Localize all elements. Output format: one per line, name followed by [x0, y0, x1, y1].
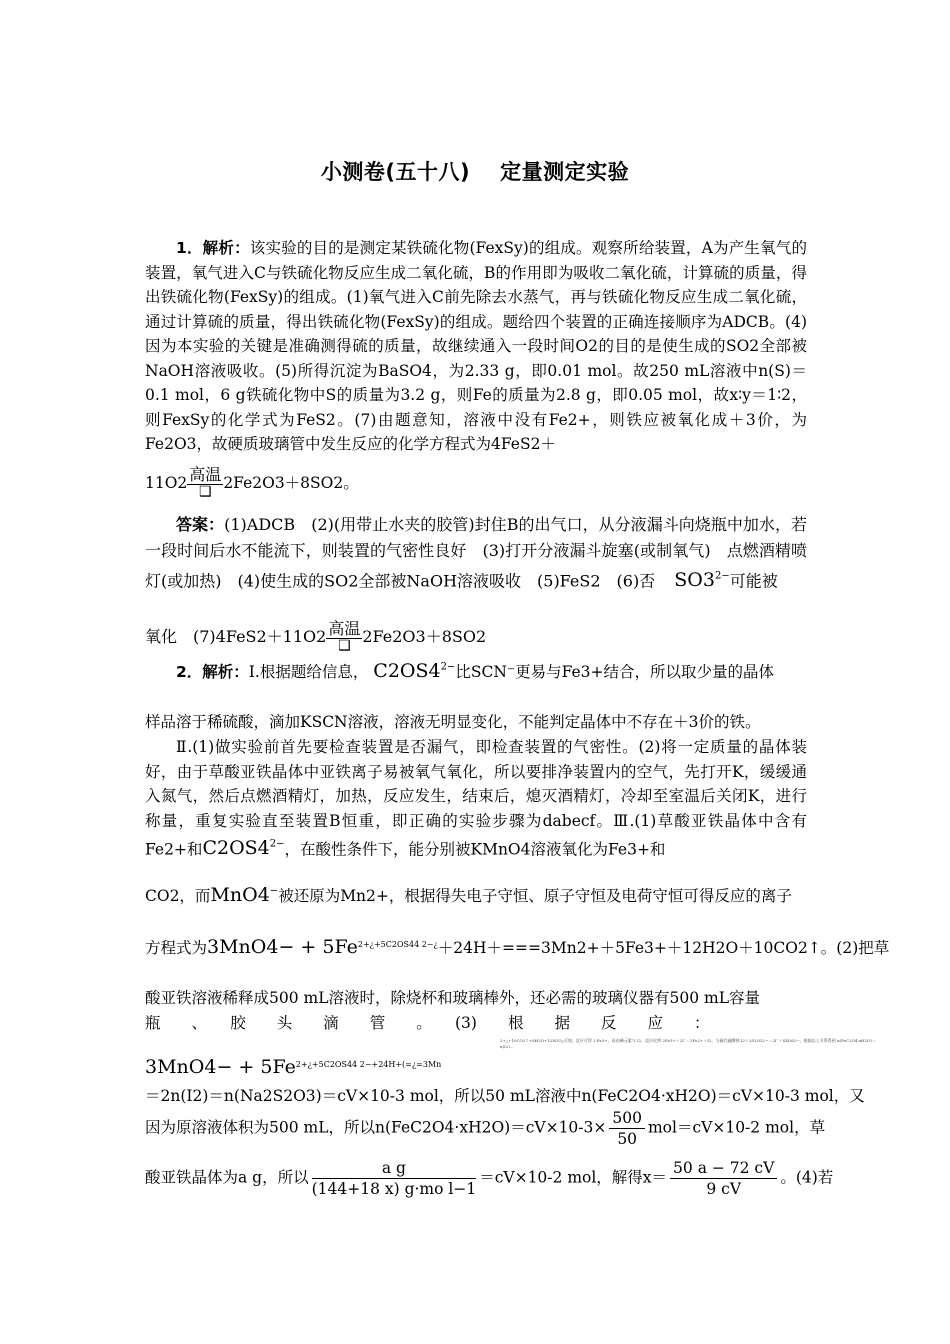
fraction-x: $\frac{50 a - 72 cV}{9 cV}$ — [670, 1158, 777, 1199]
q2-line2: 样品溶于稀硫酸，滴加KSCN溶液，溶液无明显变化，不能判定晶体中不存在＋3价的铁。 — [145, 713, 761, 731]
permanganate-ion: MnO4− — [210, 884, 279, 906]
page-title: 小测卷(五十八) 定量测定实验 — [320, 160, 630, 184]
q2-line-moles: ＝2n(I2)＝n(Na2S2O3)＝cV×10-3 mol，所以50 mL溶液中n(FeC2O4·xH2O)＝cV×10-3 mol，又 — [145, 1087, 865, 1105]
so3-ion: $SO3^{2-}$ — [674, 569, 730, 592]
oxalate-ion: $C2OS4^{2-}$ — [373, 660, 456, 682]
oxalate-ion-2: $C2OS4^{2-}$ — [202, 837, 285, 860]
fraction-mass: $\frac{\text{a g}}{\text{(144+18 x) g·mo l−1}}$ — [311, 1159, 477, 1198]
fraction-500-50: $\frac{500}{50}$ — [609, 1108, 645, 1149]
overflow-tiny-text: 2+¿+10CO2↑+8H2O+12H2O¿可知，反应可得 2 Fe3+，再由碘元素与 I2，反应比例 2Fe3+＋2I⁻＝2Fe2+＋I2，与硫代硫酸钠 I2＋2S2O32−＝2I⁻＋S4O62−，根据以上关系得到 n(FeC2O4·xH2O)＝n(I2)… — [500, 1038, 876, 1049]
q2-eq2: $3MnO4- + 5Fe^{2+¿+5C2OS44 2-+24H+(=¿=3Mn}$ — [145, 1056, 442, 1078]
q2-line-co2: CO2，而MnO4−被还原为Mn2+，根据得失电子守恒、原子守恒及电荷守恒可得反应的离子 — [145, 884, 792, 906]
q1-answer-line2: 氧化 (7)4FeS2＋11O2 高温 ❑ 2Fe2O3＋8SO2 — [145, 619, 487, 654]
reaction-condition-2: 高温 ❑ — [328, 619, 361, 654]
q1-analysis: 1．解析：该实验的目的是测定某铁硫化物(FexSy)的组成。观察所给装置，A为产生氧气的装置，氧气进入C与铁硫化物反应生成二氧化硫，B的作用即为吸收二氧化硫，计算硫的质量，得出铁硫化物(FexSy)的组成。(1)氧气进入C前先除去水蒸气，再与铁硫化物反应生成二氧化硫，通过计算硫的质量，得出铁硫化物(FexSy)的组成。题给四个装置的正确连接顺序为ADCB。(4)因为本实验的关键是准确测得硫的质量，故继续通入一段时间O2的目的是使生成的SO2全部被NaOH溶液吸收。(5)所得沉淀为BaSO4，为2.33 g，即0.01 mol。故250 mL溶液中n(S)＝0.1 mol，6 g铁硫化物中S的质量为3.2 g，则Fe的质量为2.8 g，即0.05 mol，故x∶y＝1∶2，则FexSy的化学式为FeS2。(7)由题意知，溶液中没有Fe2+，则铁应被氧化成＋3价，为Fe2O3，故硬质玻璃管中发生反应的化学方程式为4FeS2＋ — [145, 239, 807, 453]
q2-line1: 2．解析：Ⅰ.根据题给信息， $C2OS4^{2-}$比SCN⁻更易与Fe3+结合，所以取少量的晶体 — [176, 660, 775, 682]
reaction-condition: 高温 ❑ — [189, 465, 222, 500]
q2-line-flask: 酸亚铁溶液稀释成500 mL溶液时，除烧杯和玻璃棒外，还必需的玻璃仪器有500 mL容量 — [145, 989, 761, 1007]
q1-answer: 答案：(1)ADCB (2)(用带止水夹的胶管)封住B的出气口，从分液漏斗向烧瓶中加水，若一段时间后水不能流下，则装置的气密性良好 (3)打开分液漏斗旋塞(或制氧气) 点燃酒精喷灯(或加热) (4)使生成的SO2全部被NaOH溶液吸收 (5)FeS2 (6)否 $SO3^{2-}$可能被 — [145, 515, 807, 592]
q2-line-solve: 酸亚铁晶体为a g，所以 $\frac{\text{a g}}{\text{(144+18 x) g·mo l−1}}$ ＝cV×10-2 mol，解得x＝ $\frac{50 a - 72 cV}{9 cV}$ 。(4)若 — [145, 1159, 834, 1198]
q2-line-reaction: 瓶 、 胶 头 滴 管 。 (3) 根 据 反 应 ： — [145, 1014, 710, 1032]
q2-part2: Ⅱ.(1)做实验前首先要检查装置是否漏气，即检查装置的气密性。(2)将一定质量的晶体装好，由于草酸亚铁晶体中亚铁离子易被氧气氧化，所以要排净装置内的空气，先打开K，缓缓通入氮气，然后点燃酒精灯，加热，反应发生，结束后，熄灭酒精灯，冷却至室温后关闭K，进行称量，重复实验直至装置B恒重，即正确的实验步骤为dabecf。Ⅲ.(1)草酸亚铁晶体中含有Fe2+和$C2OS4^{2-}$，在酸性条件下，能分别被KMnO4溶液氧化为Fe3+和 — [145, 738, 807, 860]
q2-ionic-equation: 方程式为$3MnO4- + 5Fe^{2+¿+5C2OS44 2-¿}+24H+===3Mn2++5Fe3++12H2O+10CO2↑$。(2)把草 — [145, 936, 890, 958]
q1-equation: 11O2 高温 ❑ 2Fe2O3＋8SO2。 — [145, 465, 359, 500]
q2-line-volume: 因为原溶液体积为500 mL，所以n(FeC2O4·xH2O)＝cV×10-3× $\frac{500}{50}$ mol＝cV×10-2 mol，草 — [145, 1109, 826, 1148]
